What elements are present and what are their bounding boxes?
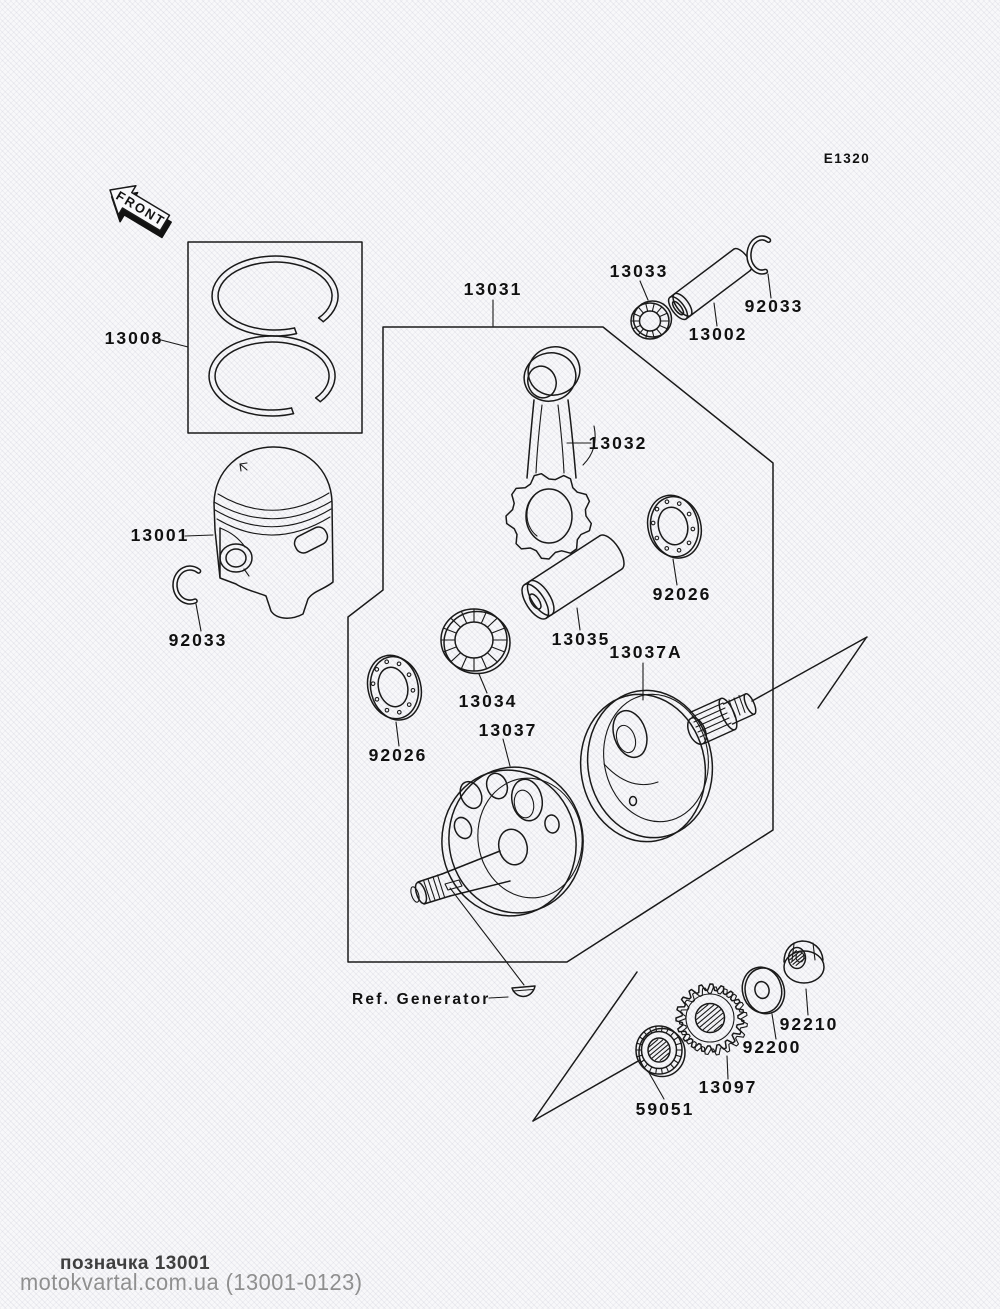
part-label-59051: 59051: [635, 1099, 695, 1119]
crank-pin-13035: [517, 531, 629, 623]
needle-bearing-13034: [441, 609, 510, 674]
footer-site-label: motokvartal.com.ua (13001-0123): [20, 1269, 363, 1296]
washer-92200: [738, 962, 790, 1018]
generator-key: [450, 888, 535, 996]
leader-92026-left: [396, 722, 399, 746]
crankshaft-half-13037A: [569, 680, 758, 851]
washer-92026-right: [641, 489, 707, 564]
piston-pin-13002: [665, 246, 755, 323]
bearing-59051: [636, 1026, 685, 1077]
leader-92033-right: [768, 274, 771, 298]
front-arrow-label: FRONT: [113, 188, 169, 230]
part-label-13037: 13037: [478, 720, 538, 740]
leader-13008: [161, 340, 188, 347]
needle-bearing-13033: [631, 301, 672, 339]
diagram-code: E1320: [823, 151, 871, 166]
part-label-13033: 13033: [609, 261, 669, 281]
crankshaft-half-13037: [409, 758, 592, 924]
ref-generator-label: Ref. Generator: [352, 991, 491, 1008]
nut-92210: [784, 941, 824, 983]
leader-92026-right: [673, 559, 677, 585]
circlip-92033-left: [175, 568, 199, 602]
part-label-13008: 13008: [104, 328, 164, 348]
leader-13037: [503, 739, 510, 766]
part-label-13001: 13001: [130, 525, 190, 545]
part-label-92033-left: 92033: [168, 630, 228, 650]
part-label-13031: 13031: [463, 279, 523, 299]
part-label-13037A: 13037A: [609, 642, 683, 662]
connecting-rod-13032: [506, 340, 595, 559]
leader-92210: [806, 989, 808, 1015]
part-label-92026-left: 92026: [368, 745, 428, 765]
gear-13097: [676, 984, 747, 1055]
part-label-13035: 13035: [551, 629, 611, 649]
piston-rings-13008: [188, 242, 362, 433]
washer-92026-left: [361, 649, 428, 726]
part-label-92210: 92210: [779, 1014, 839, 1034]
leader-92033-left: [196, 604, 201, 631]
leader-13002: [714, 303, 717, 326]
footer-mark-label: позначка 13001: [60, 1253, 211, 1274]
leader-92200: [772, 1014, 776, 1039]
part-label-13097: 13097: [698, 1077, 758, 1097]
leader-13035: [577, 608, 580, 630]
assembly-arrow-bottom: [533, 972, 640, 1121]
front-arrow-icon: [99, 175, 178, 244]
leader-13033: [640, 281, 648, 300]
part-label-92033-right: 92033: [744, 296, 804, 316]
part-label-13032: 13032: [588, 433, 648, 453]
piston-13001: [214, 447, 333, 618]
part-label-13002: 13002: [688, 324, 748, 344]
part-label-92200: 92200: [742, 1037, 802, 1057]
leader-ref-generator: [489, 997, 508, 998]
leader-13097: [727, 1056, 728, 1079]
part-label-92026-right: 92026: [652, 584, 712, 604]
assembly-arrow-right: [752, 637, 867, 708]
circlip-92033-right: [749, 238, 769, 272]
part-label-13034: 13034: [458, 691, 518, 711]
